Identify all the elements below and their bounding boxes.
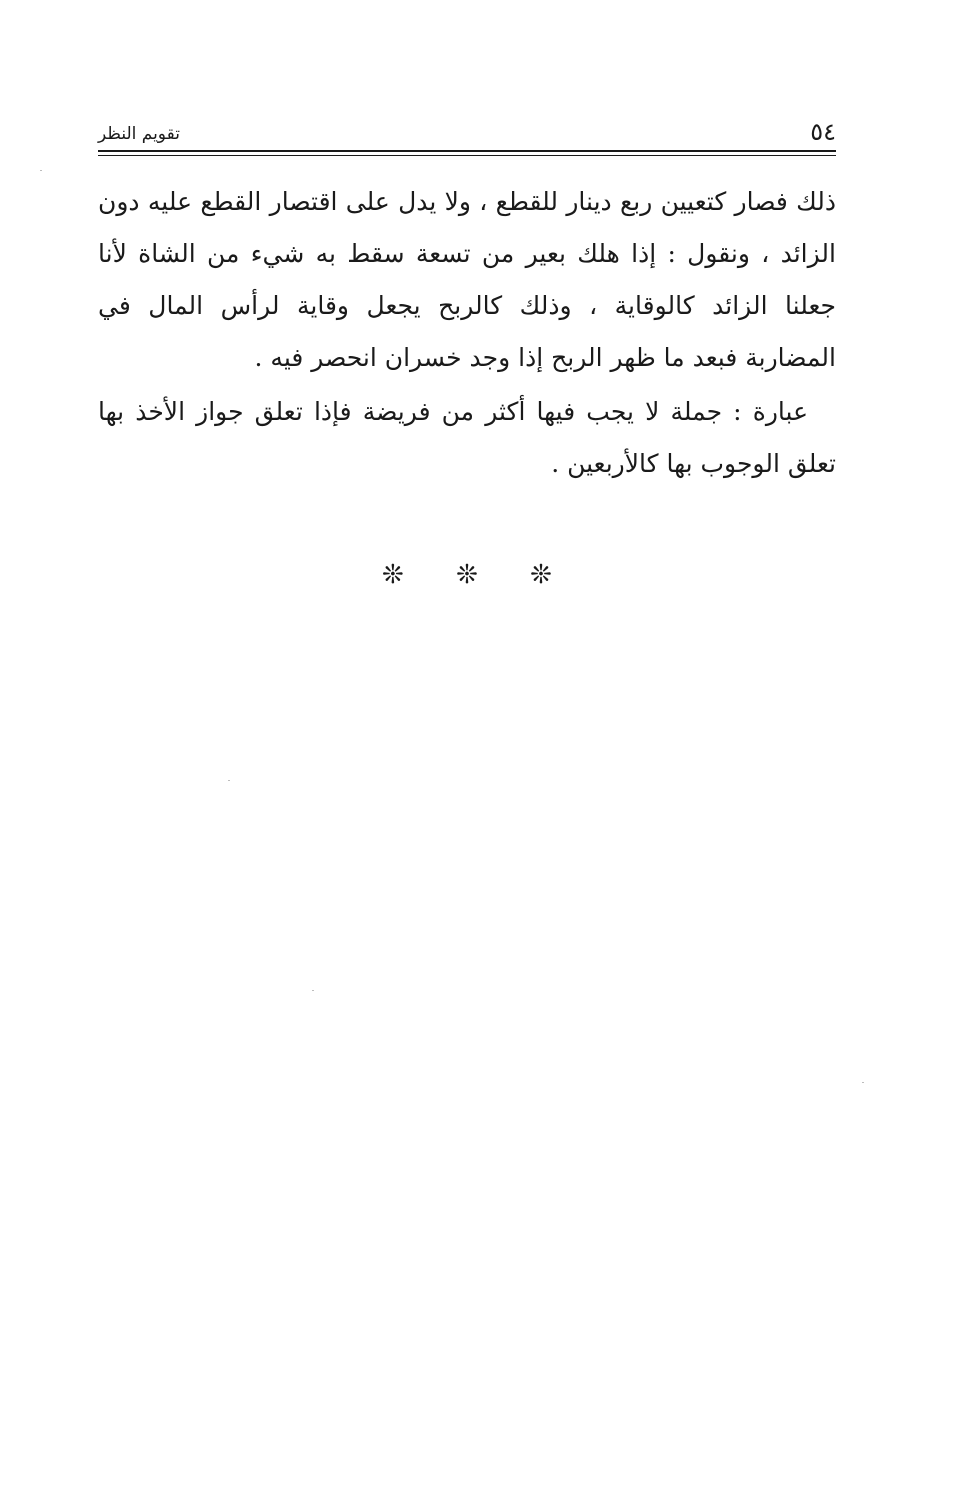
- scan-speck: [228, 780, 230, 781]
- scan-speck: [312, 990, 314, 991]
- paragraph-2: عبارة : جملة لا يجب فيها أكثر من فريضة فإذا تعلق جواز الأخذ بها تعلق الوجوب بها كالأربعين .: [98, 397, 836, 478]
- running-title: تقويم النظر: [98, 124, 180, 144]
- header-rule-thin: [98, 155, 836, 156]
- header-rule-thick: [98, 150, 836, 152]
- running-head: [98, 112, 836, 146]
- page-number: ٥٤: [810, 118, 836, 146]
- scan-speck: [862, 1082, 864, 1083]
- scan-speck: [40, 170, 42, 171]
- paragraph-1: ذلك فصار كتعيين ربع دينار للقطع ، ولا يدل على اقتصار القطع عليه دون الزائد ، ونقول : إذا هلك بعير من تسعة سقط به شيء من الشاة لأنا جعلنا الزائد كالوقاية ، وذلك كالربح يجعل وقاية لرأس المال في المضاربة فبعد ما ظهر الربح إذا وجد خسران انحصر فيه .: [98, 187, 836, 372]
- section-end-ornament: ❊ ❊ ❊: [382, 560, 574, 590]
- body-text: [98, 176, 836, 490]
